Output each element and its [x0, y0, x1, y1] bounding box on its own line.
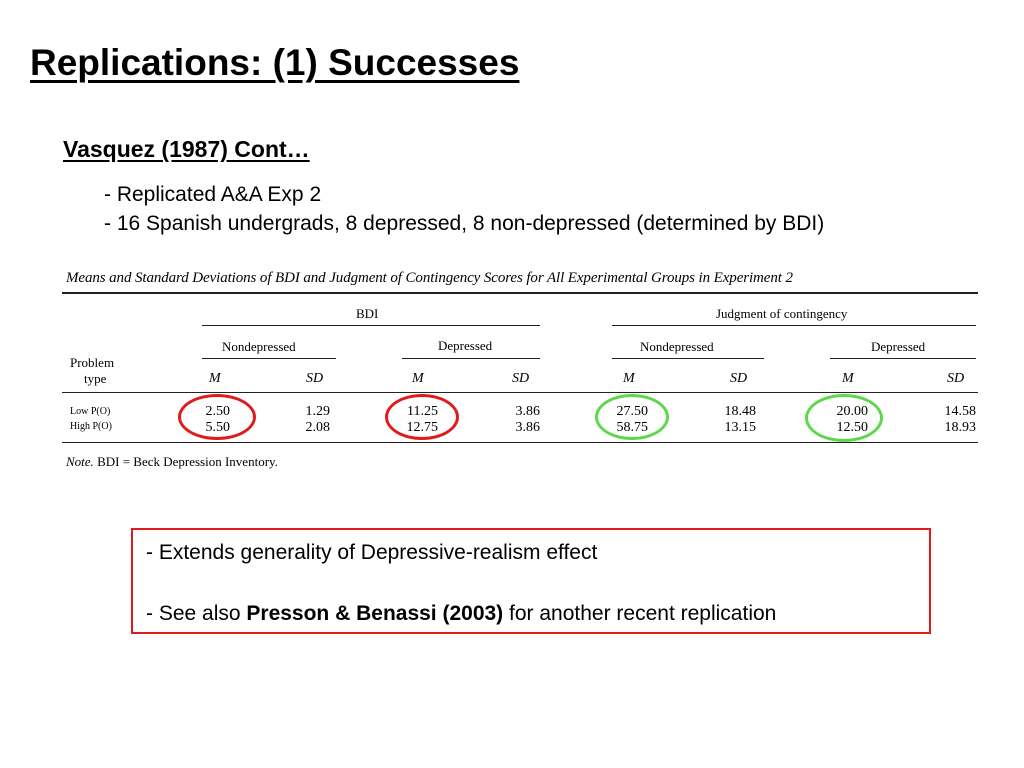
group-rule-bdi	[202, 325, 540, 326]
table-caption: Means and Standard Deviations of BDI and Judgment of Contingency Scores for All Experimental Groups in Experiment 2	[66, 270, 793, 286]
col-header-m: M	[209, 371, 221, 386]
table-cell: 3.86	[515, 404, 540, 419]
top-rule	[62, 292, 978, 294]
table-cell: 58.75	[616, 420, 648, 435]
bullet-item: - 16 Spanish undergrads, 8 depressed, 8 non-depressed (determined by BDI)	[104, 212, 825, 235]
bottom-rule	[62, 442, 978, 443]
table-cell: 2.50	[205, 404, 230, 419]
sub-rule	[830, 358, 976, 359]
subheader-depressed-judgment: Depressed	[871, 339, 926, 354]
highlight-circle-green	[595, 394, 669, 440]
header-rule	[62, 392, 978, 393]
sub-rule	[612, 358, 764, 359]
col-header-sd: SD	[306, 371, 324, 386]
table-cell: 1.29	[305, 404, 330, 419]
col-header-m: M	[412, 371, 424, 386]
col-header-m: M	[623, 371, 635, 386]
slide-title: Replications: (1) Successes	[30, 42, 520, 83]
highlight-circle-red	[385, 394, 459, 440]
note-label: Note.	[66, 454, 94, 469]
table-cell: 18.93	[944, 420, 976, 435]
type-line: type	[84, 371, 107, 386]
problem-type-header	[70, 355, 114, 387]
table-cell: 27.50	[616, 404, 648, 419]
subheader-nondepressed-bdi: Nondepressed	[222, 339, 296, 354]
bullet-list	[104, 180, 824, 238]
callout-box	[131, 528, 931, 634]
table-cell: 12.75	[406, 420, 438, 435]
group-header-judgment: Judgment of contingency	[716, 306, 848, 321]
callout-line-2	[146, 602, 776, 626]
callout-prefix: - See also	[146, 602, 247, 625]
group-header-bdi: BDI	[356, 306, 379, 321]
callout-suffix: for another recent replication	[503, 602, 777, 625]
sub-rule	[202, 358, 336, 359]
table-cell: 20.00	[836, 404, 868, 419]
callout-citation: Presson & Benassi (2003)	[246, 602, 504, 625]
table-cell: 18.48	[724, 404, 756, 419]
sub-rule	[402, 358, 540, 359]
subheader-depressed-bdi: Depressed	[438, 338, 493, 353]
col-header-sd: SD	[730, 371, 748, 386]
table-cell: 13.15	[724, 420, 756, 435]
results-table	[62, 266, 978, 476]
col-header-sd: SD	[947, 371, 965, 386]
problem-line: Problem	[70, 355, 115, 370]
callout-line-1: - Extends generality of Depressive-realism effect	[146, 541, 598, 564]
col-header-sd: SD	[512, 371, 530, 386]
highlight-circle-red	[178, 394, 256, 440]
row-label-high: High P(O)	[70, 421, 112, 432]
col-header-m: M	[842, 371, 854, 386]
group-rule-judgment	[612, 325, 976, 326]
row-label-low: Low P(O)	[70, 406, 111, 417]
note-text: BDI = Beck Depression Inventory.	[93, 454, 278, 469]
table-cell: 5.50	[205, 420, 230, 435]
table-note	[66, 454, 278, 470]
table-cell: 11.25	[407, 404, 438, 419]
bullet-item: - Replicated A&A Exp 2	[104, 183, 322, 206]
table-cell: 14.58	[944, 404, 976, 419]
highlight-circle-green	[805, 394, 883, 442]
slide-subtitle: Vasquez (1987) Cont…	[63, 136, 310, 162]
subheader-nondepressed-judgment: Nondepressed	[640, 339, 714, 354]
table-cell: 2.08	[305, 420, 330, 435]
table-cell: 12.50	[836, 420, 868, 435]
table-cell: 3.86	[515, 420, 540, 435]
